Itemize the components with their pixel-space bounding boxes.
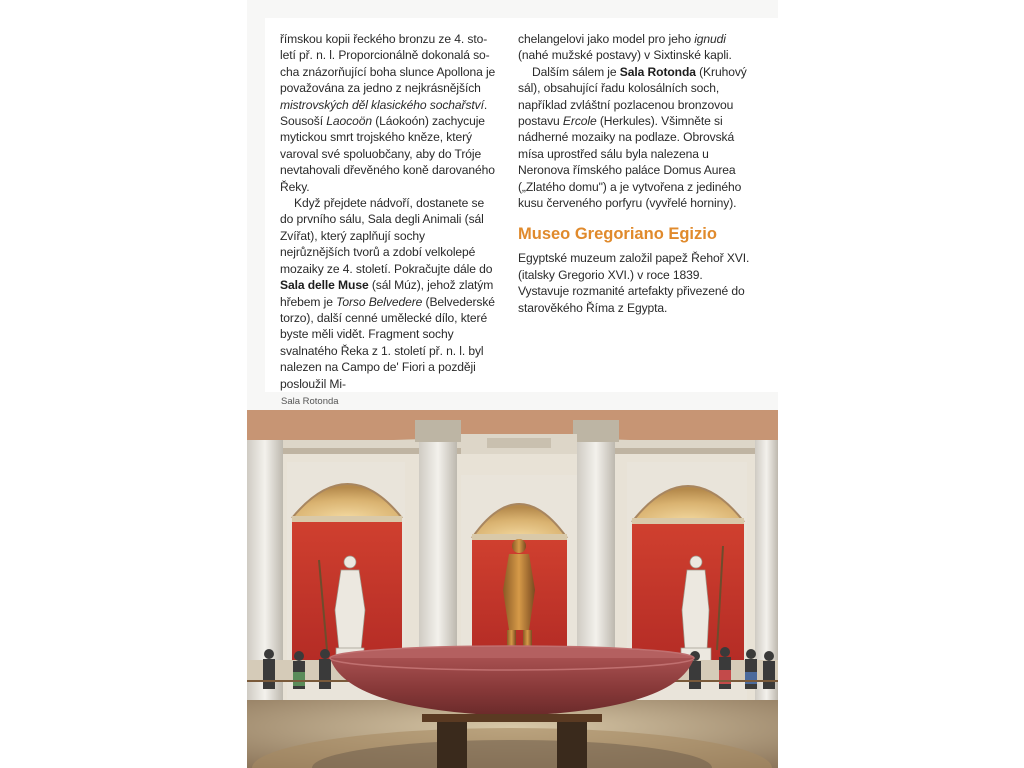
right-column (518, 31, 751, 316)
text-run: (sál Múz), jehož zlatým hřebem je (280, 278, 494, 309)
italic-term: Torso Belvedere (336, 294, 423, 309)
italic-term: Laocoön (326, 114, 372, 129)
section-heading: Museo Gregoriano Egizio (518, 225, 717, 244)
book-page (247, 0, 778, 768)
text-run: . Sousoší (280, 97, 488, 129)
text-run: římskou kopii řeckého bronzu ze 4. sto-letí př. n. l. Proporcionálně dokonalá so-cha znázorňující boha slunce Apollona je považována za jedno z nejkrásnějších (280, 32, 496, 96)
paragraph (280, 195, 498, 392)
text-run: (Herkules). Všimněte si nádherné mozaiky na podlaze. Obrovská mísa uprostřed sálu byla nalezena u Neronova římského paláce Domus Aurea („Zlatého domu") a je vytvořena z jediného kusu červeného porfyru (vyvřelé horniny). (518, 114, 742, 211)
text-run: (nahé mužské postavy) v Sixtinské kapli. (518, 48, 732, 63)
text-run: (Láokoón) zachycuje mytickou smrt trojského kněze, který varoval své spoluobčany, aby do Tróje nevtahovali dřevěného koně darovaného Řeky. (280, 114, 495, 194)
paragraph (280, 31, 498, 195)
left-column (280, 31, 498, 392)
italic-term: mistrovských děl klasického sochařství (280, 97, 484, 112)
text-run: Když přejdete nádvoří, dostanete se do prvního sálu, Sala degli Animali (sál Zvířat), který zaplňují sochy nejrůznějších tvorů a zdobí velkolepé mozaiky ze 4. století. Pokračujte dále do (280, 196, 493, 276)
text-run: (Kruhový sál), obsahující řadu kolosálních soch, například zvláštní pozlacenou bronzovou postavu (518, 64, 747, 129)
italic-term: Ercole (562, 114, 597, 129)
photo-caption: Sala Rotonda (281, 396, 339, 407)
paragraph: Egyptské muzeum založil papež Řehoř XVI. (italsky Gregorio XVI.) v roce 1839. Vystavuje rozmanité artefakty přivezené do starověkého Říma z Egypta. (518, 251, 750, 315)
paragraph (518, 64, 751, 212)
bold-term: Sala delle Muse (280, 278, 369, 293)
text-run: chelangelovi jako model pro jeho (518, 32, 695, 46)
text-run: (Belvederské torzo), další cenné umělecké dílo, které byste měli vidět. Fragment sochy svalnatého Řeka z 1. století př. n. l. byl nalezen na Campo de' Fiori a později posloužil Mi- (280, 294, 495, 391)
text-block (265, 18, 778, 392)
italic-term: ignudi (694, 32, 726, 46)
sala-rotonda-photo (247, 410, 778, 768)
text-run: Dalším sálem je (532, 64, 620, 79)
bold-term: Sala Rotonda (619, 64, 696, 79)
paragraph (518, 31, 751, 64)
